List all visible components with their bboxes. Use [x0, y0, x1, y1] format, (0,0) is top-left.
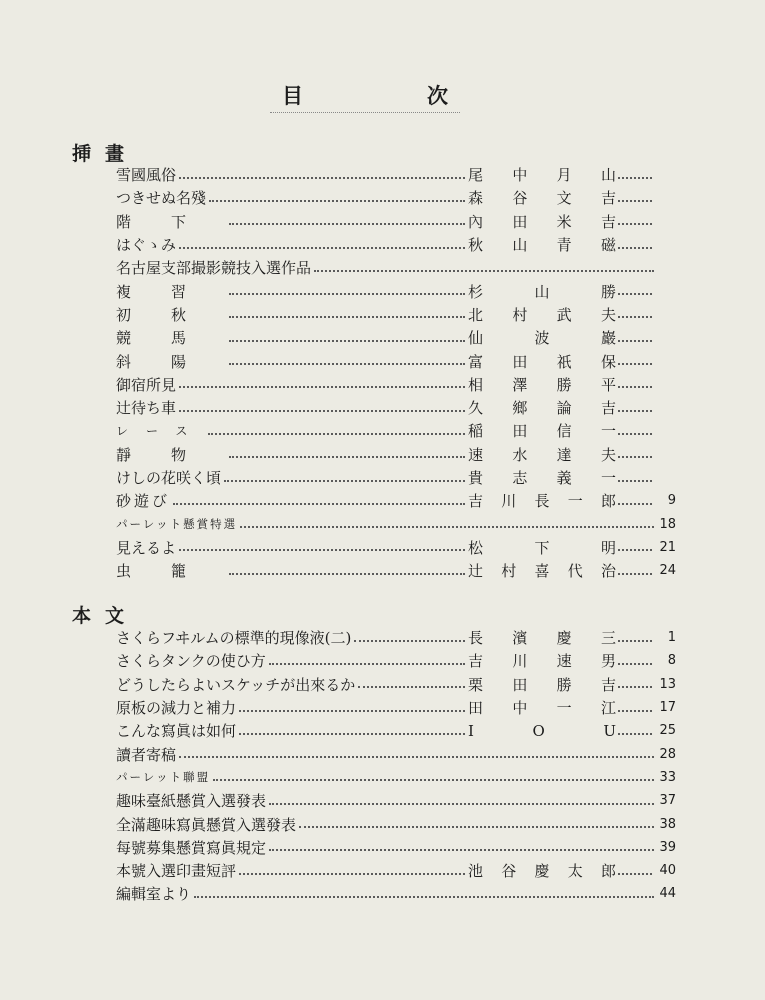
- author-char: 一: [556, 699, 572, 718]
- entry-author: [468, 211, 616, 232]
- dot-leader: [179, 177, 465, 179]
- page-title: [282, 80, 448, 110]
- section-heading-char: 文: [105, 605, 125, 627]
- entry-page-number: 44: [659, 886, 676, 902]
- author-char: 吉: [600, 189, 616, 208]
- toc-entry: [116, 466, 676, 489]
- author-char: 吉: [468, 492, 484, 511]
- entry-author: [468, 327, 616, 348]
- entry-title: はぐゝみ: [116, 236, 177, 255]
- author-char: 谷: [512, 189, 528, 208]
- dot-leader: [173, 503, 465, 505]
- author-char: 男: [600, 652, 616, 671]
- entry-title: 初秋: [116, 305, 227, 324]
- author-char: 中: [512, 166, 528, 185]
- author-char: 一: [600, 469, 616, 487]
- author-char: 杉: [468, 282, 484, 301]
- author-char: 三: [600, 629, 616, 648]
- entry-author: [468, 722, 616, 740]
- entry-title: レース: [116, 424, 206, 439]
- entry-author: [468, 650, 616, 671]
- author-char: 勝: [600, 282, 616, 301]
- dot-leader: [618, 503, 652, 505]
- author-char: 慶: [534, 862, 550, 881]
- section-heading-char: 畫: [105, 143, 125, 165]
- toc-entry: [116, 882, 676, 905]
- entry-page-number: 8: [667, 653, 676, 669]
- author-char: 仙: [468, 329, 484, 348]
- author-char: 速: [556, 652, 572, 671]
- entry-author: [468, 560, 616, 581]
- toc-entry: [116, 559, 676, 582]
- author-char: 村: [512, 305, 528, 324]
- dot-leader: [618, 733, 652, 735]
- toc-entry: [116, 536, 676, 559]
- entry-author: [468, 397, 616, 418]
- entry-page-number: 33: [659, 769, 676, 785]
- entry-title: 讀者寄稿: [116, 745, 177, 764]
- author-char: 鄉: [512, 399, 528, 418]
- entry-page-number: 9: [667, 493, 676, 509]
- entry-author: [468, 537, 616, 558]
- entry-title: 靜物: [116, 445, 227, 464]
- author-char: 栗: [468, 675, 484, 694]
- author-char: 久: [468, 399, 484, 418]
- author-char: 太: [567, 862, 583, 881]
- author-char: 論: [556, 399, 572, 418]
- toc-entry: [116, 373, 676, 396]
- dot-leader: [618, 710, 652, 712]
- toc-entry: [116, 626, 676, 649]
- author-char: 喜: [534, 562, 550, 581]
- dot-leader: [239, 873, 465, 875]
- author-char: 文: [556, 189, 572, 208]
- dot-leader: [618, 456, 652, 458]
- dot-leader: [314, 270, 654, 272]
- author-char: 吉: [600, 399, 616, 418]
- toc-entry: [116, 303, 676, 326]
- author-char: 勝: [556, 675, 572, 694]
- author-char: 下: [534, 538, 550, 557]
- entry-author: [468, 490, 616, 511]
- author-char: 信: [556, 422, 572, 441]
- author-char: 北: [468, 305, 484, 324]
- author-char: 田: [512, 352, 528, 371]
- author-char: 夫: [600, 445, 616, 464]
- dot-leader: [229, 223, 465, 225]
- entry-page-number: 37: [659, 793, 676, 809]
- title-rule: [270, 112, 460, 113]
- toc-entry: [116, 419, 676, 442]
- dot-leader: [618, 663, 652, 665]
- dot-leader: [209, 200, 465, 202]
- dot-leader: [618, 177, 652, 179]
- author-char: 吉: [468, 652, 484, 671]
- toc-entry: [116, 233, 676, 256]
- toc-entry: [116, 719, 676, 742]
- dot-leader: [354, 640, 465, 642]
- entry-author: [468, 860, 616, 881]
- entry-page-number: 18: [659, 516, 676, 532]
- dot-leader: [358, 686, 465, 688]
- toc-entry: [116, 279, 676, 302]
- entry-author: [468, 467, 616, 488]
- author-char: 代: [567, 562, 583, 581]
- entry-page-number: 21: [659, 539, 676, 555]
- dot-leader: [240, 526, 654, 528]
- page-title-char: 目: [282, 83, 303, 108]
- author-char: 水: [512, 445, 528, 464]
- author-char: 慶: [556, 629, 572, 648]
- entry-author: [468, 351, 616, 372]
- author-char: 志: [512, 469, 528, 487]
- toc-entry: [116, 163, 676, 186]
- dot-leader: [213, 779, 654, 781]
- toc-entry: [116, 673, 676, 696]
- dot-leader: [229, 363, 465, 365]
- entry-author: [468, 627, 616, 648]
- author-char: 祇: [556, 352, 572, 371]
- author-char: 郎: [600, 492, 616, 511]
- author-char: 速: [468, 445, 484, 464]
- entry-title: さくらタンクの使ひ方: [116, 652, 266, 671]
- dot-leader: [229, 573, 465, 575]
- section-heading-char: 本: [72, 605, 92, 627]
- entry-title: 見えるよ: [116, 538, 177, 557]
- entry-author: [468, 674, 616, 695]
- toc-entry: [116, 512, 676, 535]
- entry-title: 編輯室より: [116, 885, 192, 904]
- author-char: 田: [512, 422, 528, 441]
- author-char: 田: [468, 699, 484, 718]
- entry-title: 階下: [116, 212, 227, 231]
- toc-list-main-text: [116, 626, 676, 906]
- entry-title: 每號募集懸賞寫眞規定: [116, 838, 267, 857]
- entry-title: つきせぬ名殘: [116, 189, 207, 208]
- entry-title: パーレット聯盟: [116, 770, 211, 785]
- entry-page-number: 25: [659, 723, 676, 739]
- page-title-char: 次: [427, 83, 448, 108]
- entry-page-number: 13: [659, 676, 676, 692]
- author-char: 一: [600, 422, 616, 441]
- entry-title: 競馬: [116, 329, 227, 348]
- author-char: 內: [468, 212, 484, 231]
- entry-title: 辻待ち車: [116, 399, 177, 418]
- author-char: 波: [534, 329, 550, 348]
- entry-title: こんな寫眞は如何: [116, 722, 237, 741]
- entry-title: 斜陽: [116, 352, 227, 371]
- author-char: 辻: [468, 562, 484, 581]
- entry-author: [468, 304, 616, 325]
- toc-entry: [116, 443, 676, 466]
- entry-title: 本號入選印畫短評: [116, 862, 237, 881]
- dot-leader: [618, 433, 652, 435]
- dot-leader: [179, 549, 465, 551]
- toc-entry: [116, 649, 676, 672]
- author-char: 長: [534, 492, 550, 511]
- dot-leader: [618, 340, 652, 342]
- author-char: 義: [556, 469, 572, 487]
- toc-entry: [116, 836, 676, 859]
- dot-leader: [179, 410, 465, 412]
- dot-leader: [618, 200, 652, 202]
- toc-entry: [116, 742, 676, 765]
- author-char: 明: [600, 538, 616, 557]
- dot-leader: [618, 410, 652, 412]
- author-char: 山: [600, 166, 616, 185]
- author-char: O: [532, 721, 545, 740]
- entry-page-number: 17: [659, 700, 676, 716]
- author-char: 長: [468, 629, 484, 648]
- dot-leader: [229, 456, 465, 458]
- author-char: 田: [512, 212, 528, 231]
- toc-entry: [116, 812, 676, 835]
- author-char: 磁: [600, 236, 616, 255]
- entry-page-number: 1: [667, 630, 676, 646]
- author-char: 青: [556, 236, 572, 255]
- author-char: 米: [556, 212, 572, 231]
- author-char: U: [603, 721, 616, 740]
- entry-title: 雪國風俗: [116, 166, 177, 185]
- dot-leader: [299, 826, 654, 828]
- author-char: 川: [512, 652, 528, 671]
- section-heading-char: 挿: [72, 143, 92, 165]
- dot-leader: [618, 873, 652, 875]
- entry-page-number: 39: [659, 839, 676, 855]
- entry-title: 原板の減力と補力: [116, 699, 237, 718]
- author-char: 吉: [600, 212, 616, 231]
- entry-author: [468, 697, 616, 718]
- dot-leader: [618, 316, 652, 318]
- author-char: 貴: [468, 469, 484, 487]
- entry-title: どうしたらよいスケッチが出來るか: [116, 675, 356, 694]
- dot-leader: [618, 549, 652, 551]
- author-char: 中: [512, 699, 528, 718]
- entry-title: けしの花咲く頃: [116, 469, 222, 487]
- author-char: 松: [468, 538, 484, 557]
- entry-page-number: 38: [659, 816, 676, 832]
- author-char: 澤: [512, 375, 528, 394]
- entry-title: 全滿趣味寫眞懸賞入選發表: [116, 815, 297, 834]
- author-char: 稲: [468, 422, 484, 441]
- dot-leader: [269, 663, 465, 665]
- dot-leader: [618, 480, 652, 482]
- entry-title: 名古屋支部撮影競技入選作品: [116, 259, 312, 278]
- dot-leader: [229, 340, 465, 342]
- dot-leader: [208, 433, 465, 435]
- author-char: 巖: [600, 329, 616, 348]
- entry-title: さくらフヰルムの標準的現像液(二): [116, 629, 352, 648]
- author-char: 夫: [600, 305, 616, 324]
- entry-author: [468, 187, 616, 208]
- dot-leader: [618, 573, 652, 575]
- dot-leader: [618, 363, 652, 365]
- author-char: 郎: [600, 862, 616, 881]
- author-char: 月: [556, 166, 572, 185]
- author-char: 治: [600, 562, 616, 581]
- dot-leader: [269, 849, 654, 851]
- toc-entry: [116, 349, 676, 372]
- toc-entry: [116, 859, 676, 882]
- author-char: 武: [556, 305, 572, 324]
- toc-entry: [116, 489, 676, 512]
- entry-title: 複習: [116, 282, 227, 301]
- dot-leader: [229, 316, 465, 318]
- author-char: 一: [567, 492, 583, 511]
- entry-author: [468, 234, 616, 255]
- toc-entry: [116, 766, 676, 789]
- entry-page-number: 40: [659, 863, 676, 879]
- entry-title: 趣味臺紙懸賞入選發表: [116, 792, 267, 811]
- dot-leader: [618, 223, 652, 225]
- toc-entry: [116, 696, 676, 719]
- author-char: 森: [468, 189, 484, 208]
- author-char: 秋: [468, 236, 484, 255]
- dot-leader: [179, 756, 654, 758]
- author-char: 谷: [501, 862, 517, 881]
- author-char: 田: [512, 675, 528, 694]
- author-char: 富: [468, 352, 484, 371]
- entry-page-number: 28: [659, 746, 676, 762]
- author-char: 山: [534, 282, 550, 301]
- author-char: 平: [600, 375, 616, 394]
- dot-leader: [618, 247, 652, 249]
- entry-author: [468, 374, 616, 395]
- entry-author: [468, 444, 616, 465]
- entry-title: 虫籠: [116, 562, 227, 581]
- entry-page-number: 24: [659, 563, 676, 579]
- entry-author: [468, 164, 616, 185]
- entry-title: 砂遊び: [116, 492, 171, 511]
- entry-author: [468, 281, 616, 302]
- dot-leader: [618, 386, 652, 388]
- author-char: 達: [556, 445, 572, 464]
- author-char: 川: [501, 492, 517, 511]
- author-char: 濱: [512, 629, 528, 648]
- author-char: 相: [468, 375, 484, 394]
- dot-leader: [239, 710, 465, 712]
- toc-entry: [116, 326, 676, 349]
- toc-entry: [116, 186, 676, 209]
- toc-entry: [116, 210, 676, 233]
- dot-leader: [618, 686, 652, 688]
- entry-title: 御宿所見: [116, 375, 177, 394]
- entry-author: [468, 420, 616, 441]
- author-char: 保: [600, 352, 616, 371]
- author-char: 江: [600, 699, 616, 718]
- author-char: 勝: [556, 375, 572, 394]
- author-char: I: [468, 721, 474, 740]
- dot-leader: [194, 896, 654, 898]
- dot-leader: [179, 247, 465, 249]
- author-char: 尾: [468, 166, 484, 185]
- author-char: 山: [512, 236, 528, 255]
- dot-leader: [229, 293, 465, 295]
- toc-entry: [116, 256, 676, 279]
- toc-entry: [116, 396, 676, 419]
- toc-list-illustrations: [116, 163, 676, 582]
- entry-title: パーレット懸賞特選: [116, 517, 238, 532]
- author-char: 村: [501, 562, 517, 581]
- dot-leader: [239, 733, 465, 735]
- toc-entry: [116, 789, 676, 812]
- author-char: 池: [468, 862, 484, 881]
- dot-leader: [618, 293, 652, 295]
- dot-leader: [269, 803, 654, 805]
- dot-leader: [179, 386, 465, 388]
- dot-leader: [618, 640, 652, 642]
- dot-leader: [224, 480, 465, 482]
- author-char: 吉: [600, 675, 616, 694]
